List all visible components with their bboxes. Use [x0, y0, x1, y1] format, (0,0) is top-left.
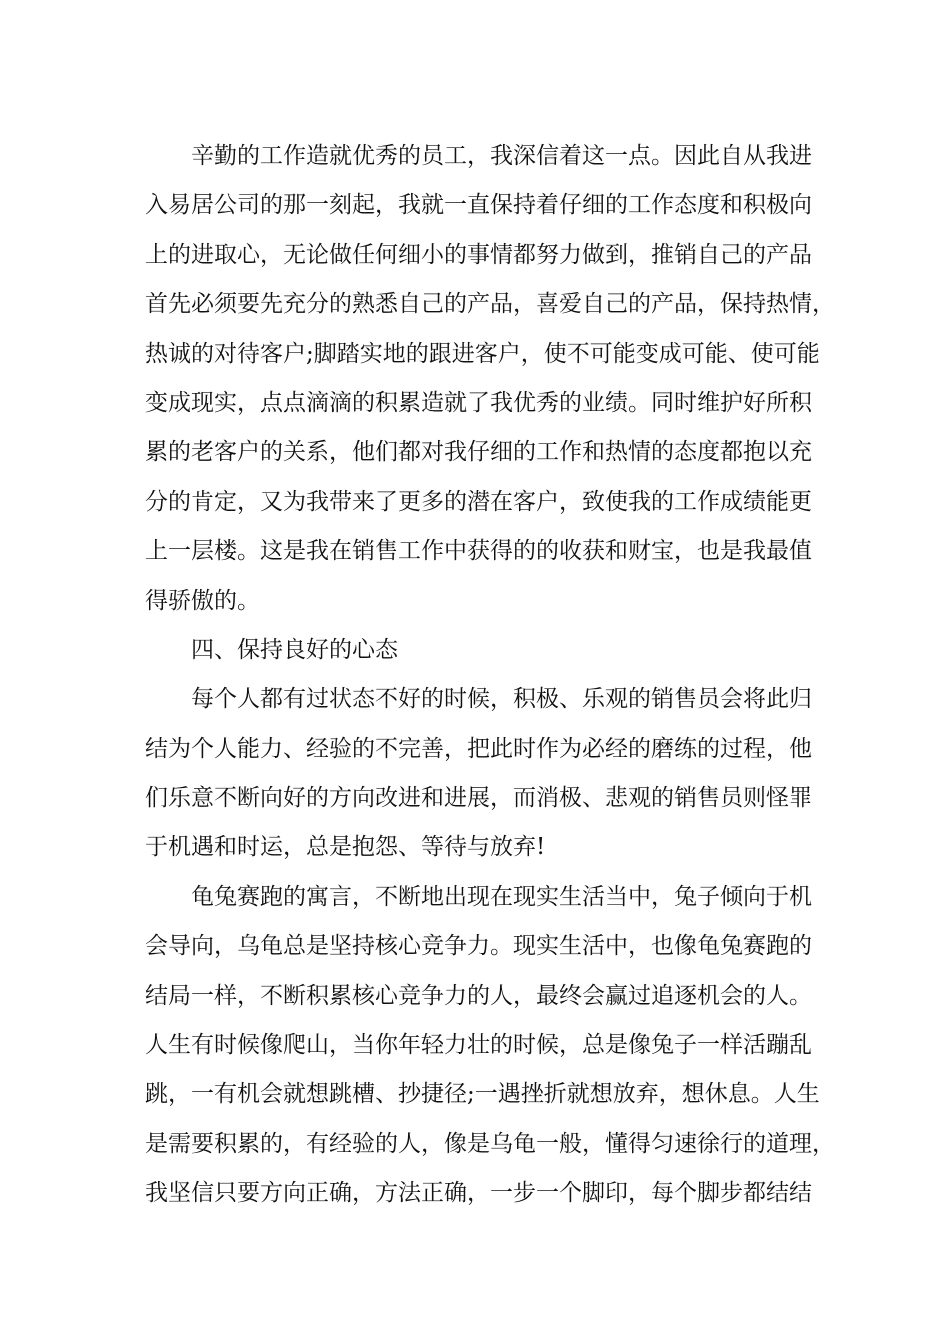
text-line: 我坚信只要方向正确，方法正确，一步一个脚印，每个脚步都结结	[145, 1180, 812, 1207]
text-line: 分的肯定，又为我带来了更多的潜在客户，致使我的工作成绩能更	[145, 488, 812, 515]
section-heading: 四、保持良好的心态	[191, 636, 398, 663]
text-line: 辛勤的工作造就优秀的员工，我深信着这一点。因此自从我进	[191, 143, 812, 169]
text-line: 变成现实，点点滴滴的积累造就了我优秀的业绩。同时维护好所积	[145, 389, 812, 416]
text-line: 上一层楼。这是我在销售工作中获得的的收获和财宝，也是我最值	[145, 538, 812, 565]
text-line: 累的老客户的关系，他们都对我仔细的工作和热情的态度都抱以充	[145, 439, 812, 466]
text-line: 是需要积累的，有经验的人，像是乌龟一般，懂得匀速徐行的道理，	[145, 1130, 835, 1157]
paragraph-hard-work	[145, 132, 835, 626]
body-text	[145, 132, 835, 1219]
text-line: 首先必须要先充分的熟悉自己的产品，喜爱自己的产品，保持热情，	[145, 291, 835, 318]
text-line: 结局一样，不断积累核心竞争力的人，最终会赢过追逐机会的人。	[145, 982, 812, 1009]
paragraph-attitude	[145, 675, 825, 873]
text-line: 们乐意不断向好的方向改进和进展，而消极、悲观的销售员则怪罪	[145, 785, 812, 812]
text-line: 上的进取心，无论做任何细小的事情都努力做到，推销自己的产品	[145, 241, 812, 268]
text-line: 入易居公司的那一刻起，我就一直保持着仔细的工作态度和积极向	[145, 192, 812, 219]
text-line: 得骄傲的。	[145, 587, 260, 614]
text-line: 会导向，乌龟总是坚持核心竞争力。现实生活中，也像龟兔赛跑的	[145, 933, 812, 960]
paragraph-tortoise-hare	[145, 873, 835, 1219]
text-line: 跳，一有机会就想跳槽、抄捷径;一遇挫折就想放弃，想休息。人生	[145, 1081, 820, 1108]
text-line: 每个人都有过状态不好的时候，积极、乐观的销售员会将此归	[191, 686, 812, 713]
text-line: 于机遇和时运，总是抱怨、等待与放弃!	[145, 834, 546, 861]
text-line: 人生有时候像爬山，当你年轻力壮的时候，总是像兔子一样活蹦乱	[145, 1032, 812, 1059]
text-line: 热诚的对待客户;脚踏实地的跟进客户，使不可能变成可能、使可能	[145, 340, 820, 367]
text-line: 结为个人能力、经验的不完善，把此时作为必经的磨练的过程，他	[145, 735, 812, 762]
text-line: 龟兔赛跑的寓言，不断地出现在现实生活当中，兔子倾向于机	[191, 883, 812, 910]
